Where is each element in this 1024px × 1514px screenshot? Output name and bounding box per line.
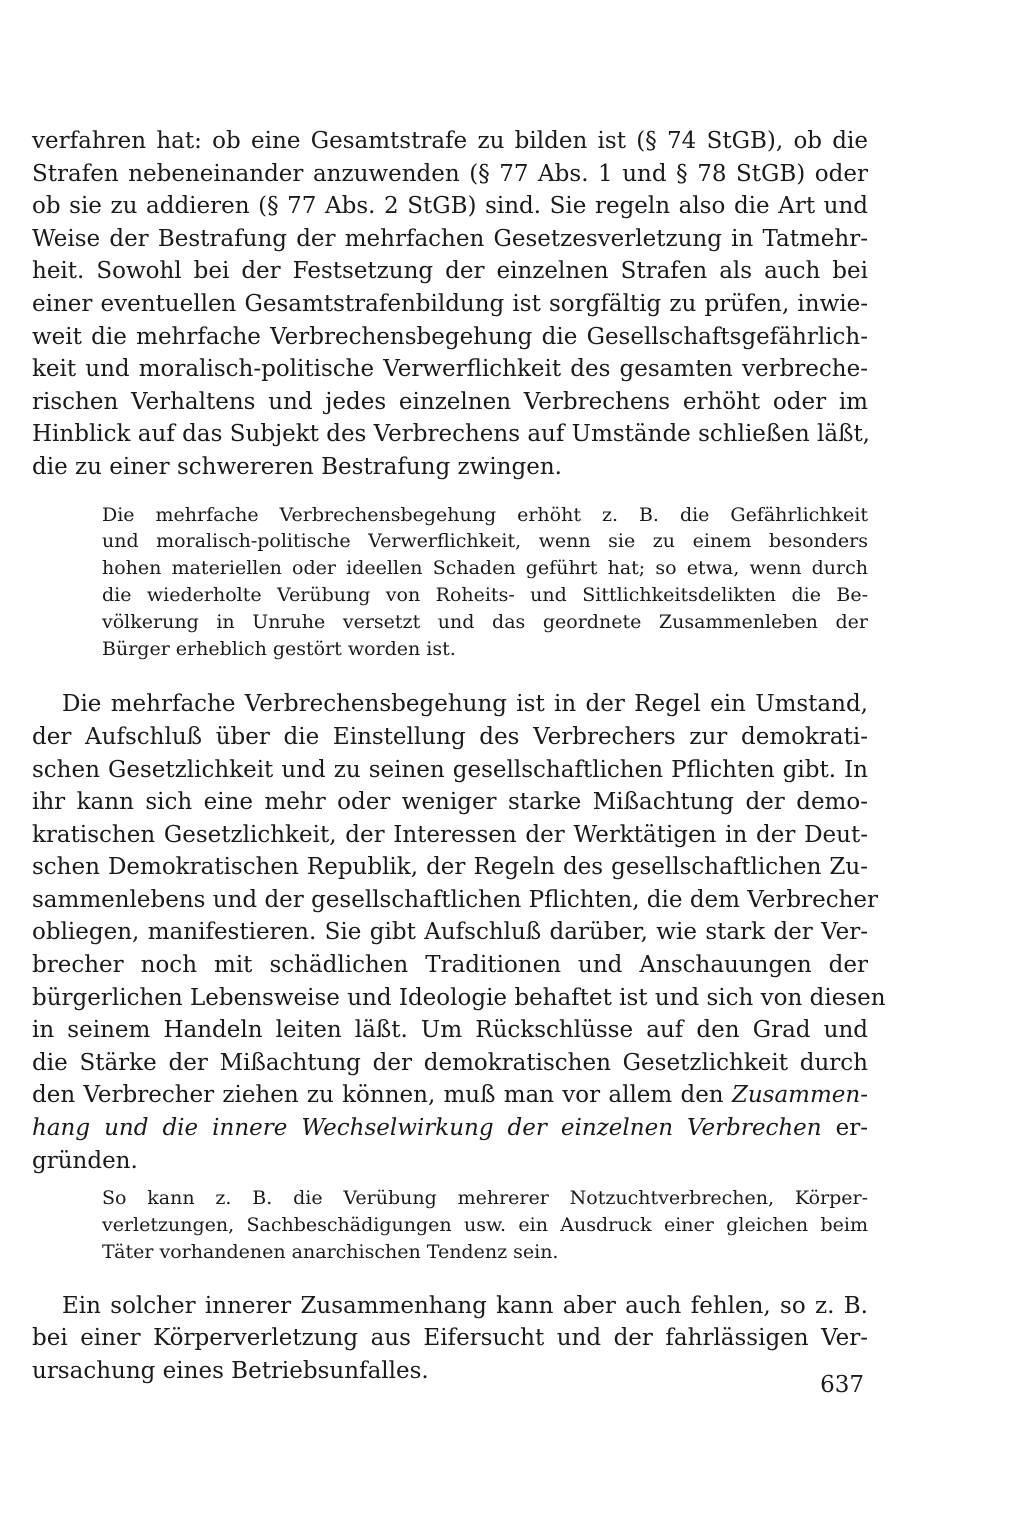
text-line: in seinem Handeln leiten läßt. Um Rückschlüsse auf den Grad und <box>32 1017 868 1044</box>
text-line-mixed <box>32 1079 868 1112</box>
paragraph-2 <box>32 688 886 1177</box>
text-line: obliegen, manifestieren. Sie gibt Aufschluß darüber, wie stark der Ver- <box>32 919 868 946</box>
text-line-mixed <box>32 1112 868 1145</box>
text-line: die Stärke der Mißachtung der demokratischen Gesetzlichkeit durch <box>32 1049 868 1076</box>
text-line: Weise der Bestrafung der mehrfachen Gesetzesverletzung in Tatmehr- <box>32 225 868 252</box>
note-line: So kann z. B. die Verübung mehrerer Notzuchtverbrechen, Körper- <box>102 1187 868 1210</box>
note-1 <box>32 502 868 663</box>
text-line: Strafen nebeneinander anzuwenden (§ 77 Abs. 1 und § 78 StGB) oder <box>32 160 868 187</box>
note-line: Bürger erheblich gestört worden ist. <box>102 637 456 660</box>
text-line: verfahren hat: ob eine Gesamtstrafe zu bilden ist (§ 74 StGB), ob die <box>32 128 868 154</box>
note-line: die wiederholte Verübung von Roheits- und Sittlichkeitsdelikten die Be- <box>102 583 868 606</box>
emphasis-segment: hang und die innere Wechselwirkung der einzelnen Verbrechen <box>32 1115 822 1142</box>
text-segment: er- <box>821 1115 868 1142</box>
note-line: Die mehrfache Verbrechensbegehung erhöht z. B. die Gefährlichkeit <box>102 503 868 526</box>
text-line: Ein solcher innerer Zusammenhang kann aber auch fehlen, so z. B. <box>62 1292 868 1319</box>
note-2 <box>32 1185 868 1265</box>
emphasis-segment: Zusammen- <box>731 1082 868 1109</box>
note-line: und moralisch-politische Verwerflichkeit, wenn sie zu einem besonders <box>102 530 868 553</box>
text-segment: den Verbrecher ziehen zu können, muß man vor allem den <box>32 1082 732 1109</box>
text-line: kratischen Gesetzlichkeit, der Interessen der Werktätigen in der Deut- <box>32 821 868 848</box>
text-line: sammenlebens und der gesellschaftlichen Pflichten, die dem Verbrecher <box>32 886 879 913</box>
note-line: hohen materiellen oder ideellen Schaden geführt hat; so etwa, wenn durch <box>102 557 868 580</box>
note-line: verletzungen, Sachbeschädigungen usw. ein Ausdruck einer gleichen beim <box>102 1214 868 1237</box>
text-line: schen Gesetzlichkeit und zu seinen gesellschaftlichen Pflichten gibt. In <box>32 756 868 783</box>
page-content <box>32 125 886 1387</box>
text-line: die zu einer schwereren Bestrafung zwingen. <box>32 453 562 480</box>
text-line: gründen. <box>32 1147 138 1174</box>
note-line: völkerung in Unruhe versetzt und das geordnete Zusammenleben der <box>102 610 868 633</box>
text-line: brecher noch mit schädlichen Traditionen und Anschauungen der <box>32 952 868 979</box>
text-line: bürgerlichen Lebensweise und Ideologie behaftet ist und sich von diesen <box>32 984 886 1011</box>
paragraph-1 <box>32 125 868 484</box>
paragraph-3 <box>32 1290 868 1388</box>
text-line: Die mehrfache Verbrechensbegehung ist in der Regel ein Umstand, <box>62 691 868 718</box>
text-line: weit die mehrfache Verbrechensbegehung die Gesellschaftsgefährlich- <box>32 323 868 350</box>
text-line: der Aufschluß über die Einstellung des Verbrechers zur demokrati- <box>32 723 868 750</box>
text-line: Hinblick auf das Subjekt des Verbrechens auf Umstände schließen läßt, <box>32 421 870 448</box>
text-line: ursachung eines Betriebsunfalles. <box>32 1357 429 1384</box>
text-line: ob sie zu addieren (§ 77 Abs. 2 StGB) sind. Sie regeln also die Art und <box>32 193 868 220</box>
page-number: 637 <box>820 1372 864 1398</box>
text-line: ihr kann sich eine mehr oder weniger starke Mißachtung der demo- <box>32 789 868 816</box>
text-line: keit und moralisch-politische Verwerflichkeit des gesamten verbreche- <box>32 356 868 383</box>
text-line: schen Demokratischen Republik, der Regeln des gesellschaftlichen Zu- <box>32 854 868 881</box>
text-line: einer eventuellen Gesamtstrafenbildung ist sorgfältig zu prüfen, inwie- <box>32 290 868 317</box>
text-line: bei einer Körperverletzung aus Eifersucht und der fahrlässigen Ver- <box>32 1325 868 1352</box>
text-line: heit. Sowohl bei der Festsetzung der einzelnen Strafen als auch bei <box>32 258 868 285</box>
text-line: rischen Verhaltens und jedes einzelnen Verbrechens erhöht oder im <box>32 388 868 415</box>
note-line: Täter vorhandenen anarchischen Tendenz sein. <box>102 1240 559 1263</box>
